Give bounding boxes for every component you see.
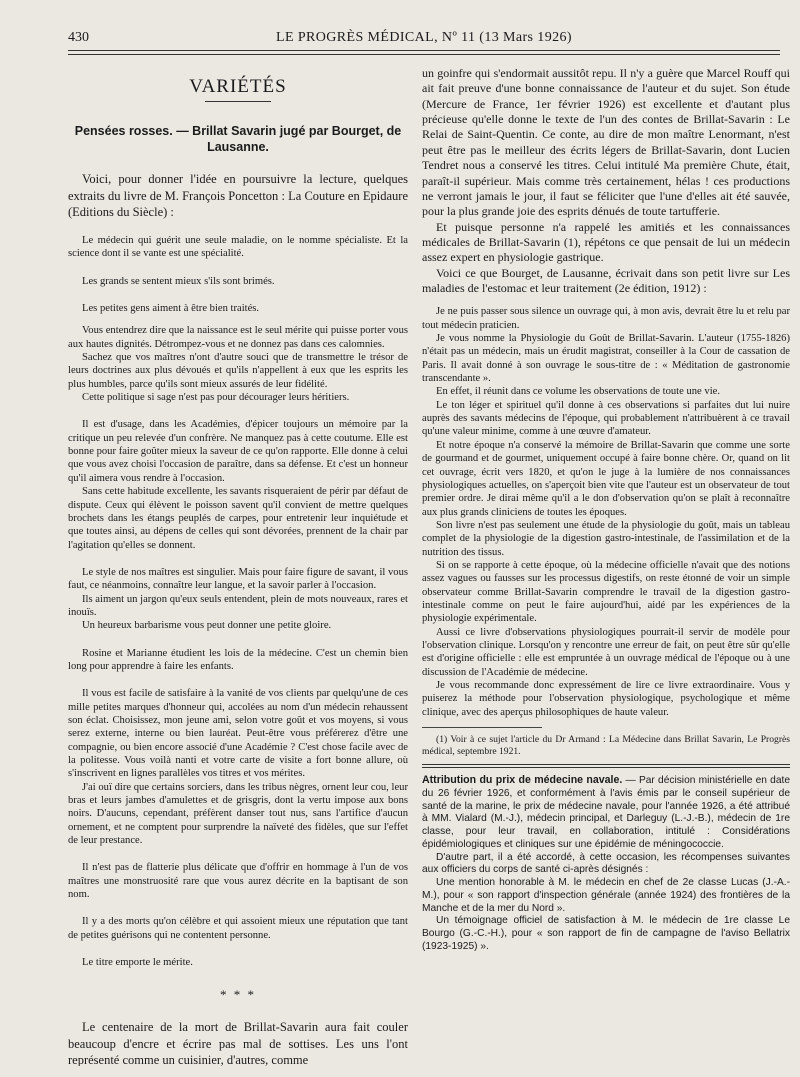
maxim-paragraph: Le titre emporte le mérite.: [82, 957, 193, 969]
maxim-paragraph: Cette politique si sage n'est pas pour décourager leurs héritiers.: [82, 392, 350, 404]
journal-title: LE PROGRÈS MÉDICAL, Nº 11 (13 Mars 1926): [276, 30, 572, 45]
centenary-paragraph: Le centenaire de la mort de Brillat-Savarin aura fait couler beaucoup d'encre et écrire pas mal de sottises. Les uns l'ont représenté comme un cuisinier, d'autres, comme: [68, 1020, 408, 1066]
maxim-paragraph: Rosine et Marianne étudient les lois de la médecine. C'est un chemin bien long pour apprendre à faire les enfants.: [68, 647, 408, 672]
notice-paragraph: D'autre part, il a été accordé, à cette occasion, les récompenses suivantes aux officiers du corps de santé ci-après désignés :: [422, 851, 790, 876]
right-column: [422, 66, 790, 1066]
notice-divider-thin: [422, 767, 790, 768]
maxim-paragraph: Il y a des morts qu'on célèbre et qui assoient mieux une réputation que tant de petites guérisons qui ne contentent personne.: [68, 916, 408, 941]
notice-body: — Par décision ministérielle en date du 26 février 1926, et conformément à l'avis émis par le conseil supérieur de santé de la marine, le prix de médecine navale, pour l'année 1926, a été attribué à MM. Vialard (M.-J.), médecin principal, et Darleguy (L.-J.-B.), médecin de 1re classe, pour leur travail, en collaboration, intitulé : Considérations épidémiologiques et cliniques sur une épidémie de méningococcie.: [422, 775, 790, 850]
maxim-paragraph: Il est d'usage, dans les Académies, d'épicer toujours un mémoire par la critique un peu relevée d'un confrère. Ne manquez pas à cette coutume. Elle est bonne pour faire goûter mieux la saveur de ce qu'on rapporte. Elle donne à celui que vous avez choisi l'occasion de paraître, dans sa défense. Et c'est un honneur qu'il aimera vous rendre à l'occasion.: [68, 419, 408, 484]
quote-paragraph: Je vous recommande donc expressément de lire ce livre extraordinaire. Vous y puiserez la méthode pour l'observation physiologique, psychologique et même clinique, avec des aperçus philosophiques de haute valeur.: [422, 680, 790, 718]
maxim-paragraph: Les grands se sentent mieux s'ils sont brimés.: [82, 275, 275, 287]
maxim-paragraph: Un heureux barbarisme vous peut donner une petite gloire.: [82, 620, 332, 632]
left-column: [68, 66, 408, 1066]
page-number: 430: [68, 30, 89, 45]
maxim-paragraph: Il vous est facile de satisfaire à la vanité de vos clients par quelqu'une de ces mille petites marques d'honneur qui, accolées au nom d'un médecin rehaussent son éclat. Choisissez, mon jeune ami, selon votre goût et vos moyens, si vous serez externe, interne ou bien lauréat. Peut-être vous préférerez d'être une compagnie, ou bien encore associé d'une Académie ? C'est chose facile avec de la politesse. Vous voilà nanti et votre carte de visite a fort bonne allure, où s'inscrivent en lignes parallèles vos titres et vos mérites.: [68, 688, 408, 780]
page-header: [68, 30, 780, 50]
article-intro: Voici, pour donner l'idée en poursuivre la lecture, quelques extraits du livre de M. François Poncetton : La Couture en Epidaure (Editions du Siècle) :: [68, 172, 408, 219]
section-separator-stars: * * *: [220, 987, 256, 1003]
notice-divider: [422, 764, 790, 765]
notice-paragraph: Un témoignage officiel de satisfaction à M. le médecin de 1re classe Le Bourgo (G.-C.-H.), pour « son rapport de fin de campagne de l'aviso Bellatrix (1923-1925) ».: [422, 915, 790, 952]
quote-paragraph: Si on se rapporte à cette époque, où la médecine officielle n'avait que des notions assez vagues ou fausses sur les processus digestifs, on reste étonné de voir un simple observateur comme Brillat-Savarin comprendre le travail de la digestion gastro-intestinale comme on peut le faire aujourd'hui, aidé par les expériences de la physiologie expérimentale.: [422, 559, 790, 625]
footnote: (1) Voir à ce sujet l'article du Dr Armand : La Médecine dans Brillat Savarin, Le Progrès médical, septembre 1921.: [422, 734, 790, 758]
quote-paragraph: Le ton léger et spirituel qu'il donne à ces observations si parfaites dut lui nuire auprès des savants médecins de l'époque, qui probablement n'attribuèrent à ce travail qu'une valeur minime, comme à une œuvre d'amateur.: [422, 399, 790, 438]
continued-paragraph: un goinfre qui s'endormait aussitôt repu. Il n'y a guère que Marcel Rouff qui ait fait preuve d'une bonne connaissance de l'auteur et du sujet. Son étude (Mercure de France, 1er février 1926) est excellente et d'autant plus précieuse qu'elle donne le texte de l'un des contes de Brillat-Savarin : Le Relai de Saint-Quentin. Ce conte, au dire de mon maître Lenormant, n'est peut être pas le meilleur des écrits légers de Brillat-Savarin, dont Lucien Tendret nous a conservé les titres. Celui intitulé Ma première Chute, était, paraît-il supérieur. Mais comme très certainement, hélas ! ces productions ne verront jamais le jour, il faut se féliciter que l'une d'elles ait été sauvée, pour la plus grande joie des esprits dénués de toute tartufferie.: [422, 66, 790, 219]
article-paragraph: Voici ce que Bourget, de Lausanne, écrivait dans son petit livre sur Les maladies de l'estomac et leur traitement (2e édition, 1912) :: [422, 265, 790, 296]
header-rule-thin: [68, 54, 780, 55]
header-rule: [68, 50, 780, 51]
footnote-rule: [422, 727, 542, 728]
quote-paragraph: Je ne puis passer sous silence un ouvrage qui, à mon avis, devrait être lu et relu par tout médecin praticien.: [422, 306, 790, 331]
maxim-paragraph: Vous entendrez dire que la naissance est le seul mérite qui puisse porter vous aux hautes dignités. Détrompez-vous et ne donnez pas dans ces calomnies.: [68, 325, 408, 350]
notice-title: Attribution du prix de médecine navale.: [422, 774, 623, 787]
maxim-paragraph: Les petites gens aiment à être bien traités.: [82, 303, 260, 315]
maxim-paragraph: Sachez que vos maîtres n'ont d'autre souci que de transmettre le trésor de leurs doctrines aux plus dévoués et qu'ils n'appellent à eux que les esprits les plus humbles, parce qu'ils sont mieux assurés de leur fidélité.: [68, 352, 408, 390]
maxim-paragraph: Il n'est pas de flatterie plus délicate que d'offrir en hommage à l'un de vos maîtres une monstruosité rare que vous aurez décrite en la baptisant de son nom.: [68, 862, 408, 901]
quote-paragraph: En effet, il réunit dans ce volume les observations de toute une vie.: [436, 386, 720, 398]
heading-underline: [205, 101, 271, 102]
naval-prize-notice: [422, 774, 790, 852]
maxim-paragraph: Le style de nos maîtres est singulier. Mais pour faire figure de savant, il vous faut, ce néanmoins, connaître leur langue, et la savoir parler à l'occasion.: [68, 566, 408, 592]
article-paragraph: Et puisque personne n'a rappelé les amitiés et les connaissances médicales de Brillat-Savarin (1), répétons ce que pensait de lui un médecin assez expert en physiologie gastrique.: [422, 219, 790, 265]
quote-paragraph: Je vous nomme la Physiologie du Goût de Brillat-Savarin. L'auteur (1755-1826) n'était pas un médecin, mais un érudit magistrat, conseiller à la Cour de cassation de Paris. Il avait donné à son ouvrage le sous-titre de : « Méditation de gastronomie transcendante ».: [422, 333, 790, 385]
maxim-paragraph: J'ai ouï dire que certains sorciers, dans les tribus nègres, ornent leur cou, leur bras et leurs jambes d'amulettes et de grisgris, dont la vertu impose aux bons noirs. D'aucuns, cependant, préfèrent danser tout nus, sans l'artifice d'aucun ornement, et ne comptent pour surprendre la naïveté des fidèles, que sur l'effet de leur prestance.: [68, 781, 408, 847]
quote-paragraph: Son livre n'est pas seulement une étude de la physiologie du goût, mais un tableau complet de la physiologie de la digestion gastro-intestinale, de l'assimilation et de la nutrition des tissus.: [422, 519, 790, 558]
article-title: Pensées rosses. — Brillat Savarin jugé par Bourget, de Lausanne.: [74, 124, 402, 154]
maxim-paragraph: Sans cette habitude excellente, les savants risqueraient de périr par défaut de dispute. Ceux qui élèvent le poisson savent qu'il convient de mettre quelques brochets dans les étangs peuplés de carpes, pour entretenir leur inquiétude et que toutes ainsi, au dépens de celles qui sont dévorées, prennent de la chair par l'agitation qu'elles se donnent.: [68, 486, 408, 551]
quote-paragraph: Et notre époque n'a conservé la mémoire de Brillat-Savarin que comme une sorte de gourmand et de gourmet, uniquement occupé à faire bonne chère. Or, quand on lit cet ouvrage, écrit vers 1820, et qu'on le juge à la lumière de nos connaissances physiologiques actuelles, on s'aperçoit bien vite que l'auteur est un observateur de tout premier ordre. Je dirai même qu'il a le don d'observation qu'on se plaît à reconnaître aux plus grands cliniciens de toutes les époques.: [422, 439, 790, 518]
maxim-paragraph: Le médecin qui guérit une seule maladie, on le nomme spécialiste. Et la science dont il se vante est une spécialité.: [68, 235, 408, 260]
quote-paragraph: Aussi ce livre d'observations physiologiques pourrait-il servir de modèle pour l'observation clinique. Lorsqu'on y rencontre une erreur de fait, on peut être sûr qu'elle est d'origine officielle : elle est empruntée à un ouvrage médical de l'époque ou à une discussion de l'Académie de médecine.: [422, 626, 790, 678]
notice-paragraph: Une mention honorable à M. le médecin en chef de 2e classe Lucas (J.-A.-M.), pour « son rapport d'inspection générale (année 1924) des frontières de la Manche et de la mer du Nord ».: [422, 877, 790, 914]
section-heading: VARIÉTÉS: [189, 76, 287, 97]
maxim-paragraph: Ils aiment un jargon qu'eux seuls entendent, plein de mots nouveaux, rares et inouïs.: [68, 593, 408, 618]
